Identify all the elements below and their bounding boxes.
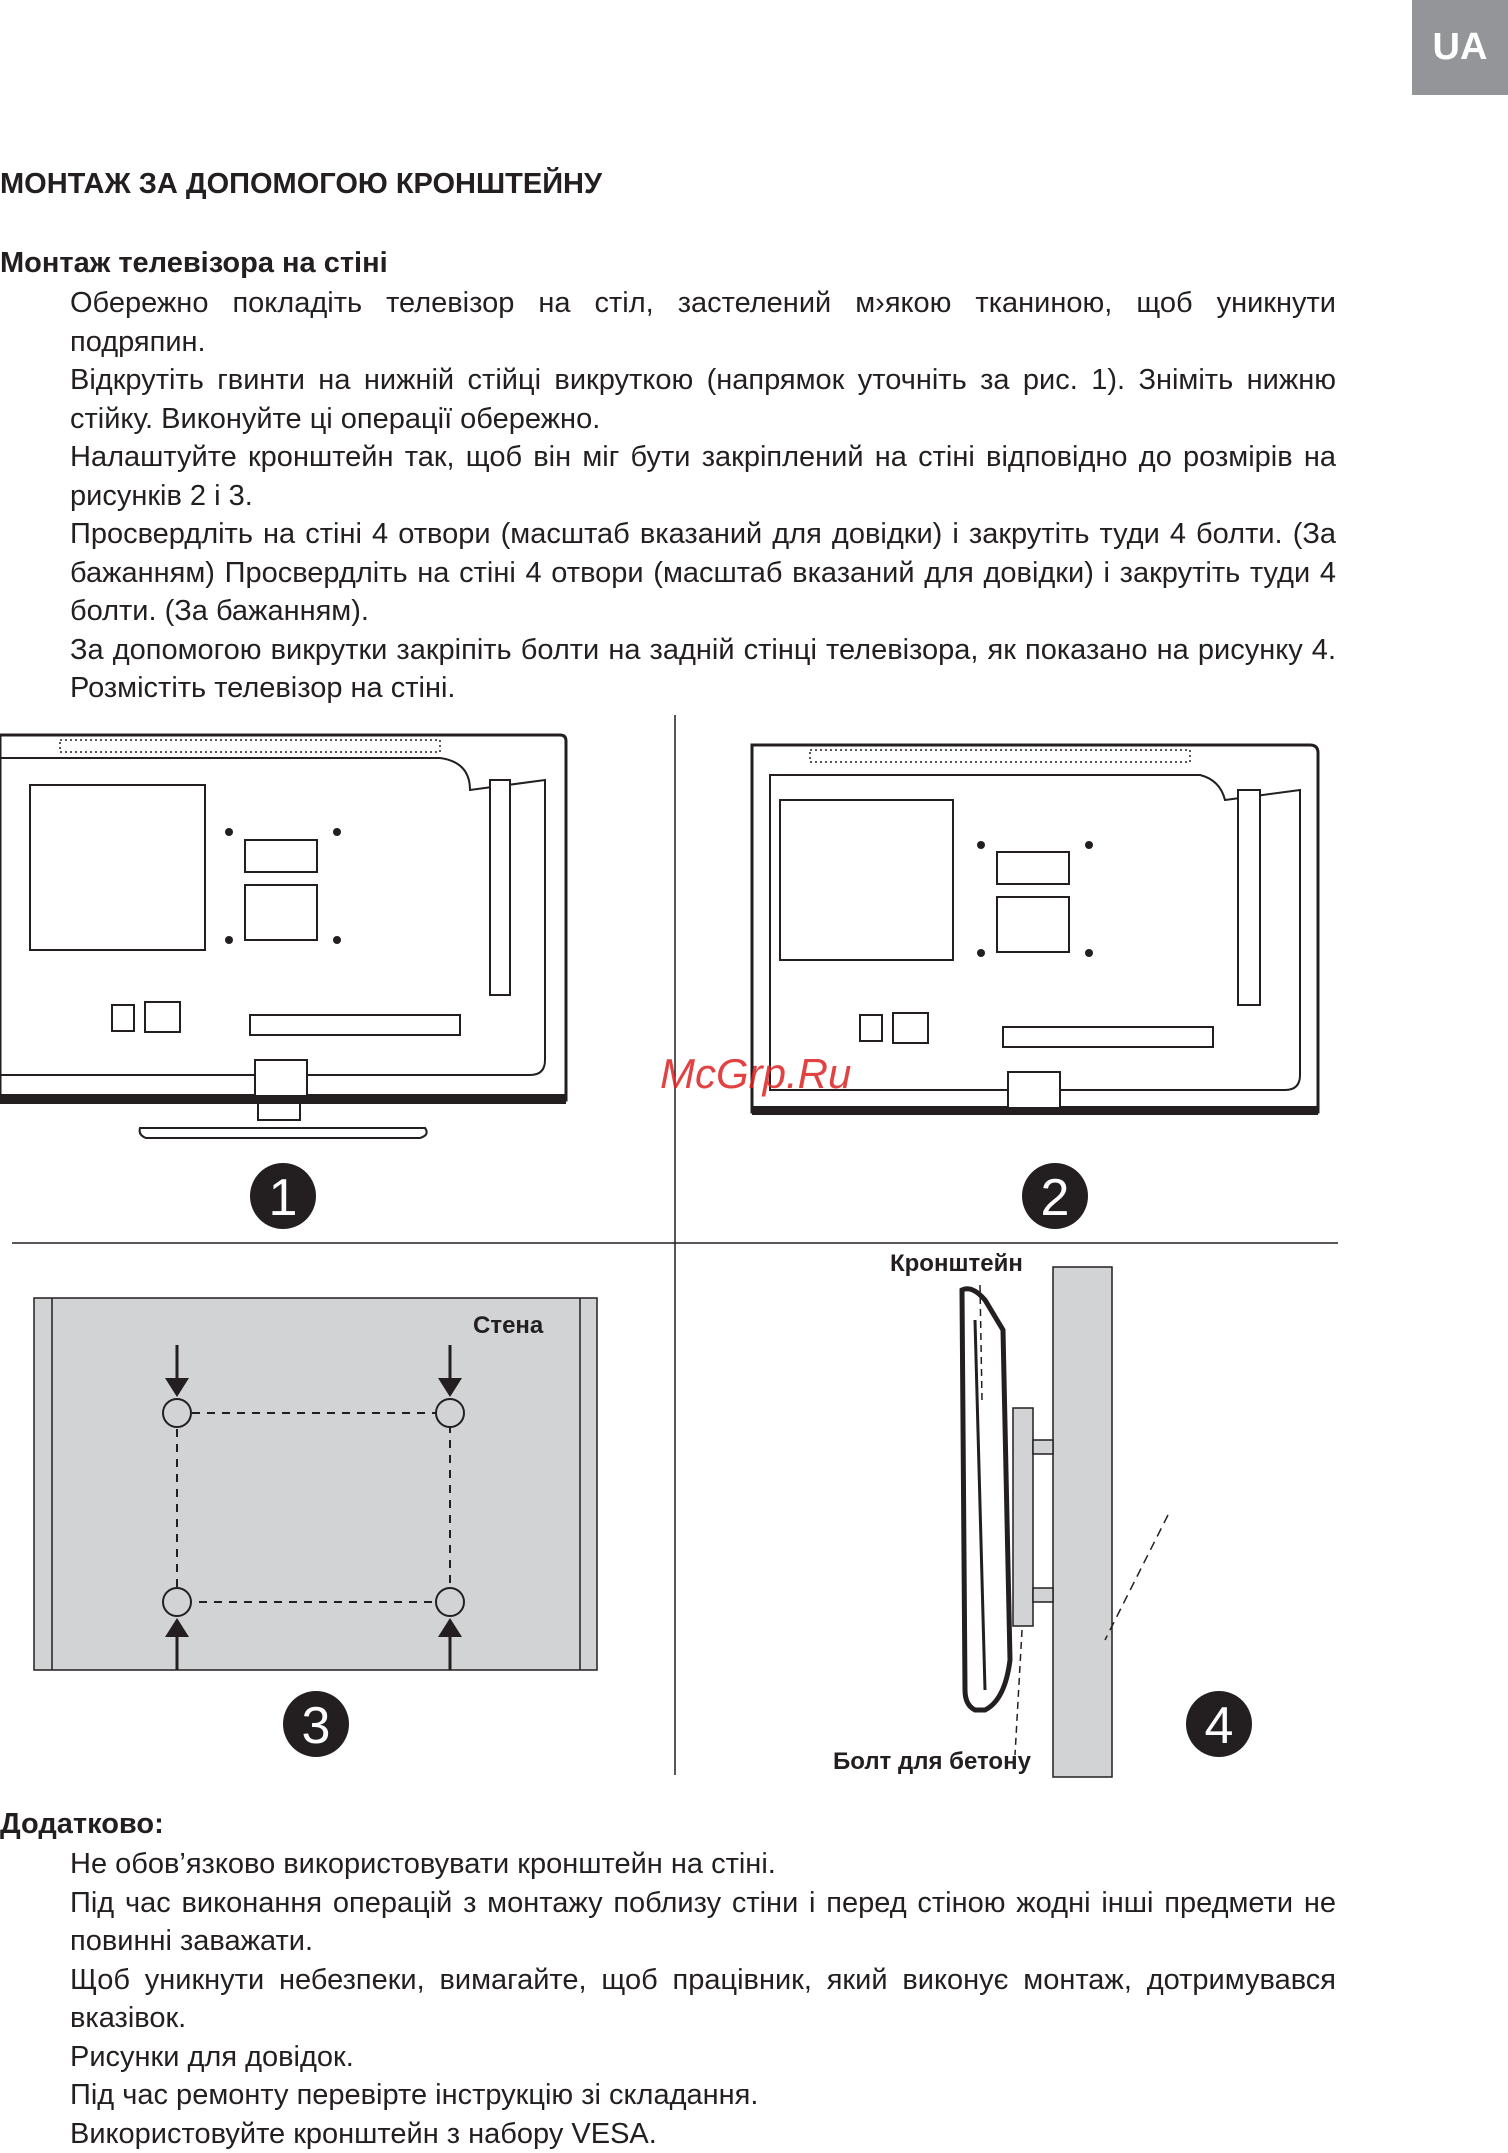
extra-notes xyxy=(70,1845,1336,2153)
watermark: McGrp.Ru xyxy=(660,1050,851,1098)
note-item: Використовуйте кронштейн з набору VESA. xyxy=(70,2115,1336,2153)
step-item: Просвердліть на стіні 4 отвори (масштаб вказаний для довідки) і закрутіть туди 4 болти. (За бажанням) Просвердліть на стіні 4 отвори (масштаб вказаний для довідки) і закрутіть туди 4 болти. (За бажанням). xyxy=(70,515,1336,631)
wall-drilling-template-illustration xyxy=(34,1298,597,1670)
step-item: Відкрутіть гвинти на нижній стійці викруткою (напрямок уточніть за рис. 1). Зніміть нижню стійку. Виконуйте ці операції обережно. xyxy=(70,361,1336,438)
figure-2-number: 2 xyxy=(1022,1168,1088,1228)
figure-1-number: 1 xyxy=(250,1168,316,1228)
note-item: Щоб уникнути небезпеки, вимагайте, щоб працівник, який виконує монтаж, дотримувався вказівок. xyxy=(70,1961,1336,2038)
language-tab: UA xyxy=(1412,0,1508,95)
note-item: Під час виконання операцій з монтажу поблизу стіни і перед стіною жодні інші предмети не повинні заважати. xyxy=(70,1884,1336,1961)
section-title: МОНТАЖ ЗА ДОПОМОГОЮ КРОНШТЕЙНУ xyxy=(0,168,602,201)
step-item: Налаштуйте кронштейн так, щоб він міг бути закріплений на стіні відповідно до розмірів на рисунків 2 і 3. xyxy=(70,438,1336,515)
note-item: Не обов’язково використовувати кронштейн на стіні. xyxy=(70,1845,1336,1884)
step-item: За допомогою викрутки закріпіть болти на задній стінці телевізора, як показано на рисунку 4. Розмістіть телевізор на стіні. xyxy=(70,631,1336,708)
bolt-label: Болт для бетону xyxy=(833,1748,1031,1776)
note-item: Під час ремонту перевірте інструкцію зі складання. xyxy=(70,2076,1336,2115)
note-item: Рисунки для довідок. xyxy=(70,2038,1336,2077)
subsection-title: Монтаж телевізора на стіні xyxy=(0,247,388,280)
extra-title: Додатково: xyxy=(0,1808,164,1841)
figure-3-number: 3 xyxy=(283,1696,349,1756)
figures-panel xyxy=(0,700,1508,1790)
figure-4-number: 4 xyxy=(1186,1696,1252,1756)
instruction-steps xyxy=(70,284,1336,708)
bracket-label: Кронштейн xyxy=(890,1250,1023,1278)
step-item: Обережно покладіть телевізор на стіл, застелений м›якою тканиною, щоб уникнути подряпин. xyxy=(70,284,1336,361)
wall-label: Стена xyxy=(473,1312,543,1340)
side-view-wall-mount-illustration xyxy=(962,1267,1168,1777)
tv-back-with-stand-illustration xyxy=(0,735,566,1138)
